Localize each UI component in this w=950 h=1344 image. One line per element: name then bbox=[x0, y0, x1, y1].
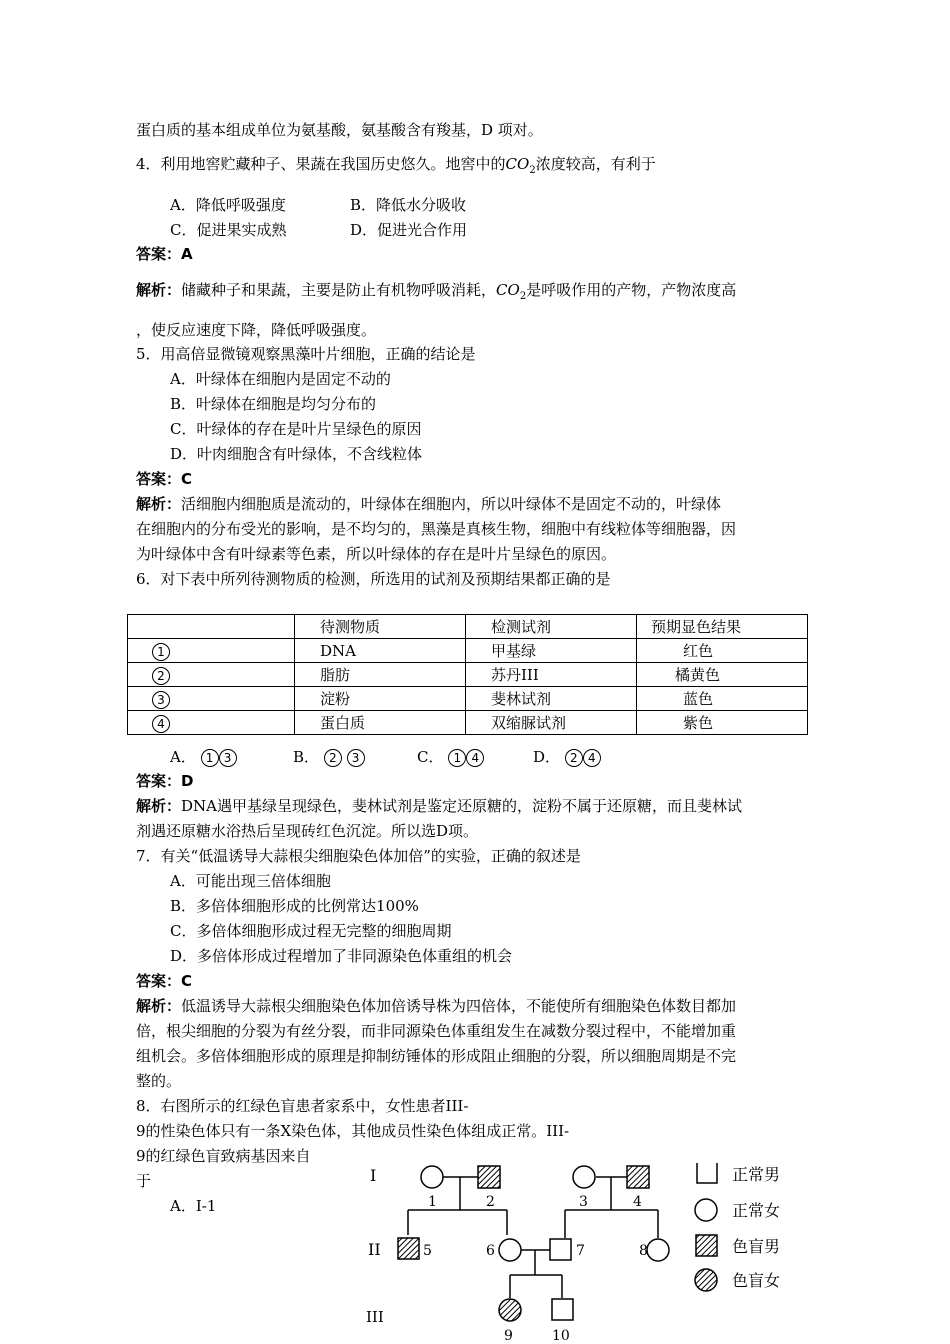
circled-number: 3 bbox=[152, 691, 170, 709]
q4-answer: 答案：A bbox=[136, 245, 193, 263]
q6-answer: 答案：D bbox=[136, 772, 194, 790]
q8-option-a: A．I-1 bbox=[170, 1197, 217, 1215]
q5-analysis-2: 在细胞内的分布受光的影响，是不均匀的，黑藻是真核生物，细胞中有线粒体等细胞器，因 bbox=[136, 520, 737, 538]
generation-label: II bbox=[368, 1240, 381, 1259]
q5-option-b: B．叶绿体在细胞是均匀分布的 bbox=[170, 395, 377, 413]
q5-option-c: C．叶绿体的存在是叶片呈绿色的原因 bbox=[170, 420, 422, 438]
table-cell: 紫色 bbox=[637, 711, 808, 735]
q5-analysis-3: 为叶绿体中含有叶绿素等色素，所以叶绿体的存在是叶片呈绿色的原因。 bbox=[136, 545, 617, 563]
pedigree-diagram bbox=[360, 1155, 810, 1344]
table-cell: 蓝色 bbox=[637, 687, 808, 711]
q5-stem: 5．用高倍显微镜观察黑藻叶片细胞，正确的结论是 bbox=[136, 345, 476, 363]
q7-stem: 7．有关“低温诱导大蒜根尖细胞染色体加倍”的实验，正确的叙述是 bbox=[136, 847, 581, 865]
q6-option-d: D． 2 4 bbox=[533, 747, 601, 767]
table-row bbox=[128, 687, 808, 711]
q8-stem-3: 9的红绿色盲致病基因来自 bbox=[136, 1147, 311, 1165]
table-cell: 蛋白质 bbox=[295, 711, 466, 735]
q4-option-c: C．促进果实成熟 bbox=[170, 221, 287, 239]
circled-number: 1 bbox=[152, 643, 170, 661]
table-header-cell: 待测物质 bbox=[295, 615, 466, 639]
q6-stem: 6．对下表中所列待测物质的检测，所选用的试剂及预期结果都正确的是 bbox=[136, 570, 611, 588]
table-cell: DNA bbox=[295, 639, 466, 663]
q6-option-b: B． 2 3 bbox=[293, 747, 365, 767]
legend-colorblind-male-icon bbox=[696, 1235, 717, 1256]
legend-colorblind-female-icon bbox=[695, 1269, 717, 1291]
q7-analysis-3: 组机会。多倍体细胞形成的原理是抑制纺锤体的形成阻止细胞的分裂，所以细胞周期是不完 bbox=[136, 1047, 737, 1065]
table-cell: 橘黄色 bbox=[637, 663, 808, 687]
q6-option-c: C． 1 4 bbox=[417, 747, 484, 767]
q6-option-a: A． 1 3 bbox=[170, 747, 237, 767]
q4-option-b: B．降低水分吸收 bbox=[350, 196, 467, 214]
table-cell: 红色 bbox=[637, 639, 808, 663]
id-label: 2 bbox=[486, 1194, 495, 1210]
individual-I-1 bbox=[421, 1166, 443, 1188]
id-label: 1 bbox=[428, 1194, 437, 1210]
table-header-cell: 检测试剂 bbox=[466, 615, 637, 639]
table-cell: 双缩脲试剂 bbox=[466, 711, 637, 735]
id-label: 10 bbox=[552, 1328, 570, 1344]
table-cell: 脂肪 bbox=[295, 663, 466, 687]
q7-analysis-4: 整的。 bbox=[136, 1072, 182, 1090]
individual-I-4 bbox=[627, 1166, 649, 1188]
table-cell: 苏丹III bbox=[466, 663, 637, 687]
q4-option-d: D．促进光合作用 bbox=[350, 221, 468, 239]
table-cell: 斐林试剂 bbox=[466, 687, 637, 711]
legend-label: 正常女 bbox=[732, 1201, 781, 1220]
table-cell: 淀粉 bbox=[295, 687, 466, 711]
q4-option-a: A．降低呼吸强度 bbox=[170, 196, 286, 214]
q7-analysis-2: 倍，根尖细胞的分裂为有丝分裂，而非同源染色体重组发生在减数分裂过程中，不能增加重 bbox=[136, 1022, 737, 1040]
q5-option-d: D．叶肉细胞含有叶绿体，不含线粒体 bbox=[170, 445, 423, 463]
q7-option-d: D．多倍体形成过程增加了非同源染色体重组的机会 bbox=[170, 947, 513, 965]
q6-table bbox=[127, 614, 808, 735]
table-header-cell: 预期显色结果 bbox=[637, 615, 808, 639]
individual-II-5 bbox=[398, 1238, 419, 1259]
table-row bbox=[128, 711, 808, 735]
id-label: 7 bbox=[576, 1243, 585, 1259]
id-label: 4 bbox=[633, 1194, 642, 1210]
generation-label: III bbox=[366, 1308, 384, 1326]
individual-II-6 bbox=[499, 1239, 521, 1261]
legend-label: 色盲男 bbox=[732, 1237, 781, 1256]
prev-analysis-line: 蛋白质的基本组成单位为氨基酸，氨基酸含有羧基，D 项对。 bbox=[136, 121, 543, 139]
legend-normal-male-icon bbox=[697, 1163, 717, 1183]
id-label: 6 bbox=[486, 1243, 495, 1259]
q6-analysis-2: 剂遇还原糖水浴热后呈现砖红色沉淀。所以选D项。 bbox=[136, 822, 479, 840]
q7-option-a: A．可能出现三倍体细胞 bbox=[170, 872, 331, 890]
q8-stem-4: 于 bbox=[136, 1172, 152, 1190]
table-header-cell bbox=[128, 615, 295, 639]
q7-option-b: B．多倍体细胞形成的比例常达100% bbox=[170, 897, 419, 915]
id-label: 5 bbox=[423, 1243, 432, 1259]
id-label: 8 bbox=[639, 1243, 648, 1259]
individual-I-2 bbox=[478, 1166, 500, 1188]
individual-III-9 bbox=[499, 1299, 521, 1321]
q8-stem-1: 8．右图所示的红绿色盲患者家系中，女性患者III- bbox=[136, 1097, 469, 1115]
q4-analysis: 解析：储藏种子和果蔬，主要是防止有机物呼吸消耗，$CO_2$是呼吸作用的产物，产物浓度高 bbox=[136, 281, 737, 302]
q5-option-a: A．叶绿体在细胞内是固定不动的 bbox=[170, 370, 391, 388]
generation-label: I bbox=[370, 1166, 377, 1185]
q5-analysis-1: 解析：活细胞内细胞质是流动的，叶绿体在细胞内，所以叶绿体不是固定不动的，叶绿体 bbox=[136, 495, 722, 513]
table-cell: 甲基绿 bbox=[466, 639, 637, 663]
table-header-row bbox=[128, 615, 808, 639]
table-row bbox=[128, 639, 808, 663]
q4-analysis-cont: ，使反应速度下降，降低呼吸强度。 bbox=[136, 321, 377, 339]
individual-II-7 bbox=[550, 1239, 571, 1260]
q5-answer: 答案：C bbox=[136, 470, 193, 488]
individual-III-10 bbox=[552, 1299, 573, 1320]
q4-stem: 4．利用地窖贮藏种子、果蔬在我国历史悠久。地窖中的$CO_2$浓度较高，有利于 bbox=[136, 155, 656, 176]
q7-option-c: C．多倍体细胞形成过程无完整的细胞周期 bbox=[170, 922, 452, 940]
individual-I-3 bbox=[573, 1166, 595, 1188]
individual-II-8 bbox=[647, 1239, 669, 1261]
q6-analysis-1: 解析：DNA遇甲基绿呈现绿色，斐林试剂是鉴定还原糖的，淀粉不属于还原糖，而且斐林试 bbox=[136, 797, 743, 815]
q8-stem-2: 9的性染色体只有一条X染色体，其他成员性染色体组成正常。III- bbox=[136, 1122, 570, 1140]
table-row bbox=[128, 663, 808, 687]
id-label: 3 bbox=[579, 1194, 588, 1210]
q7-answer: 答案：C bbox=[136, 972, 193, 990]
id-label: 9 bbox=[504, 1328, 513, 1344]
circled-number: 2 bbox=[152, 667, 170, 685]
q7-analysis-1: 解析：低温诱导大蒜根尖细胞染色体加倍诱导株为四倍体，不能使所有细胞染色体数目都加 bbox=[136, 997, 737, 1015]
legend-label: 正常男 bbox=[732, 1165, 781, 1184]
legend-normal-female-icon bbox=[695, 1199, 717, 1221]
legend-label: 色盲女 bbox=[732, 1271, 781, 1290]
circled-number: 4 bbox=[152, 715, 170, 733]
